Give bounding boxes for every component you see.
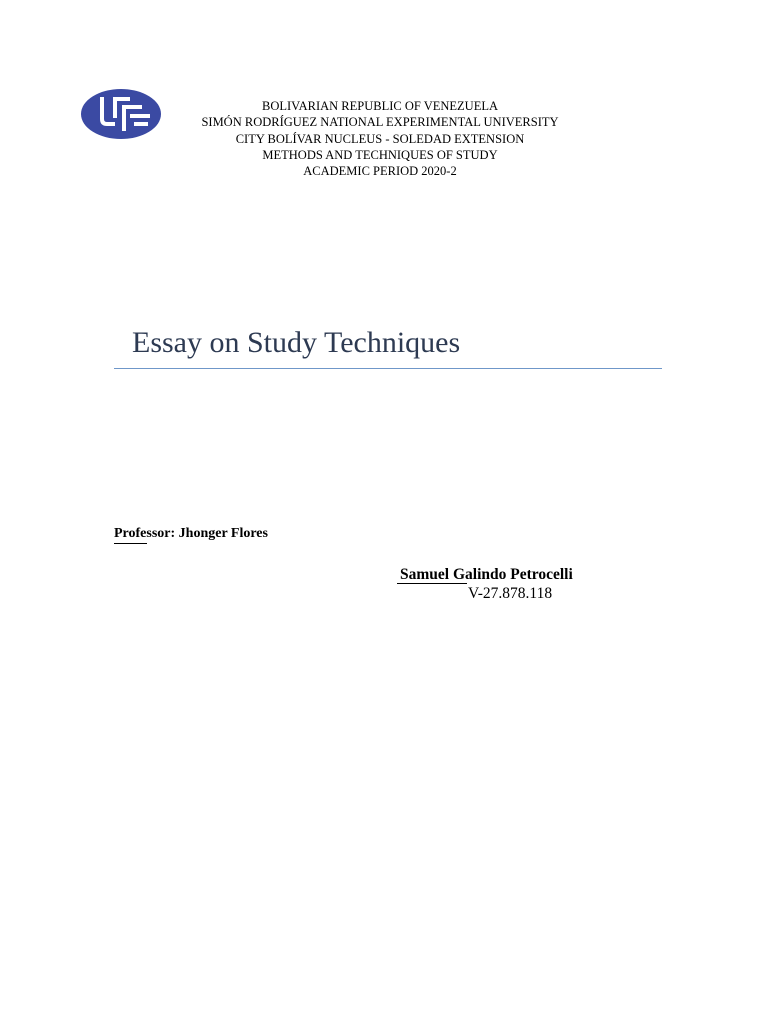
document-title: Essay on Study Techniques xyxy=(132,326,461,359)
student-name-underline xyxy=(397,583,467,584)
header-country: BOLIVARIAN REPUBLIC OF VENEZUELA xyxy=(262,99,498,113)
professor-underline xyxy=(114,543,147,544)
student-name: Samuel Galindo Petrocelli xyxy=(400,566,573,583)
university-logo-icon xyxy=(80,88,162,140)
institution-header xyxy=(180,98,580,179)
header-course: METHODS AND TECHNIQUES OF STUDY xyxy=(262,147,498,162)
student-id: V-27.878.118 xyxy=(468,585,553,602)
professor-label: Professor: Jhonger Flores xyxy=(114,526,268,541)
title-divider xyxy=(114,368,662,369)
header-period: ACADEMIC PERIOD 2020-2 xyxy=(303,164,457,179)
header-nucleus: CITY BOLÍVAR NUCLEUS - SOLEDAD EXTENSION xyxy=(235,131,525,146)
header-university: SIMÓN RODRÍGUEZ NATIONAL EXPERIMENTAL UNIVERSITY xyxy=(201,115,559,130)
